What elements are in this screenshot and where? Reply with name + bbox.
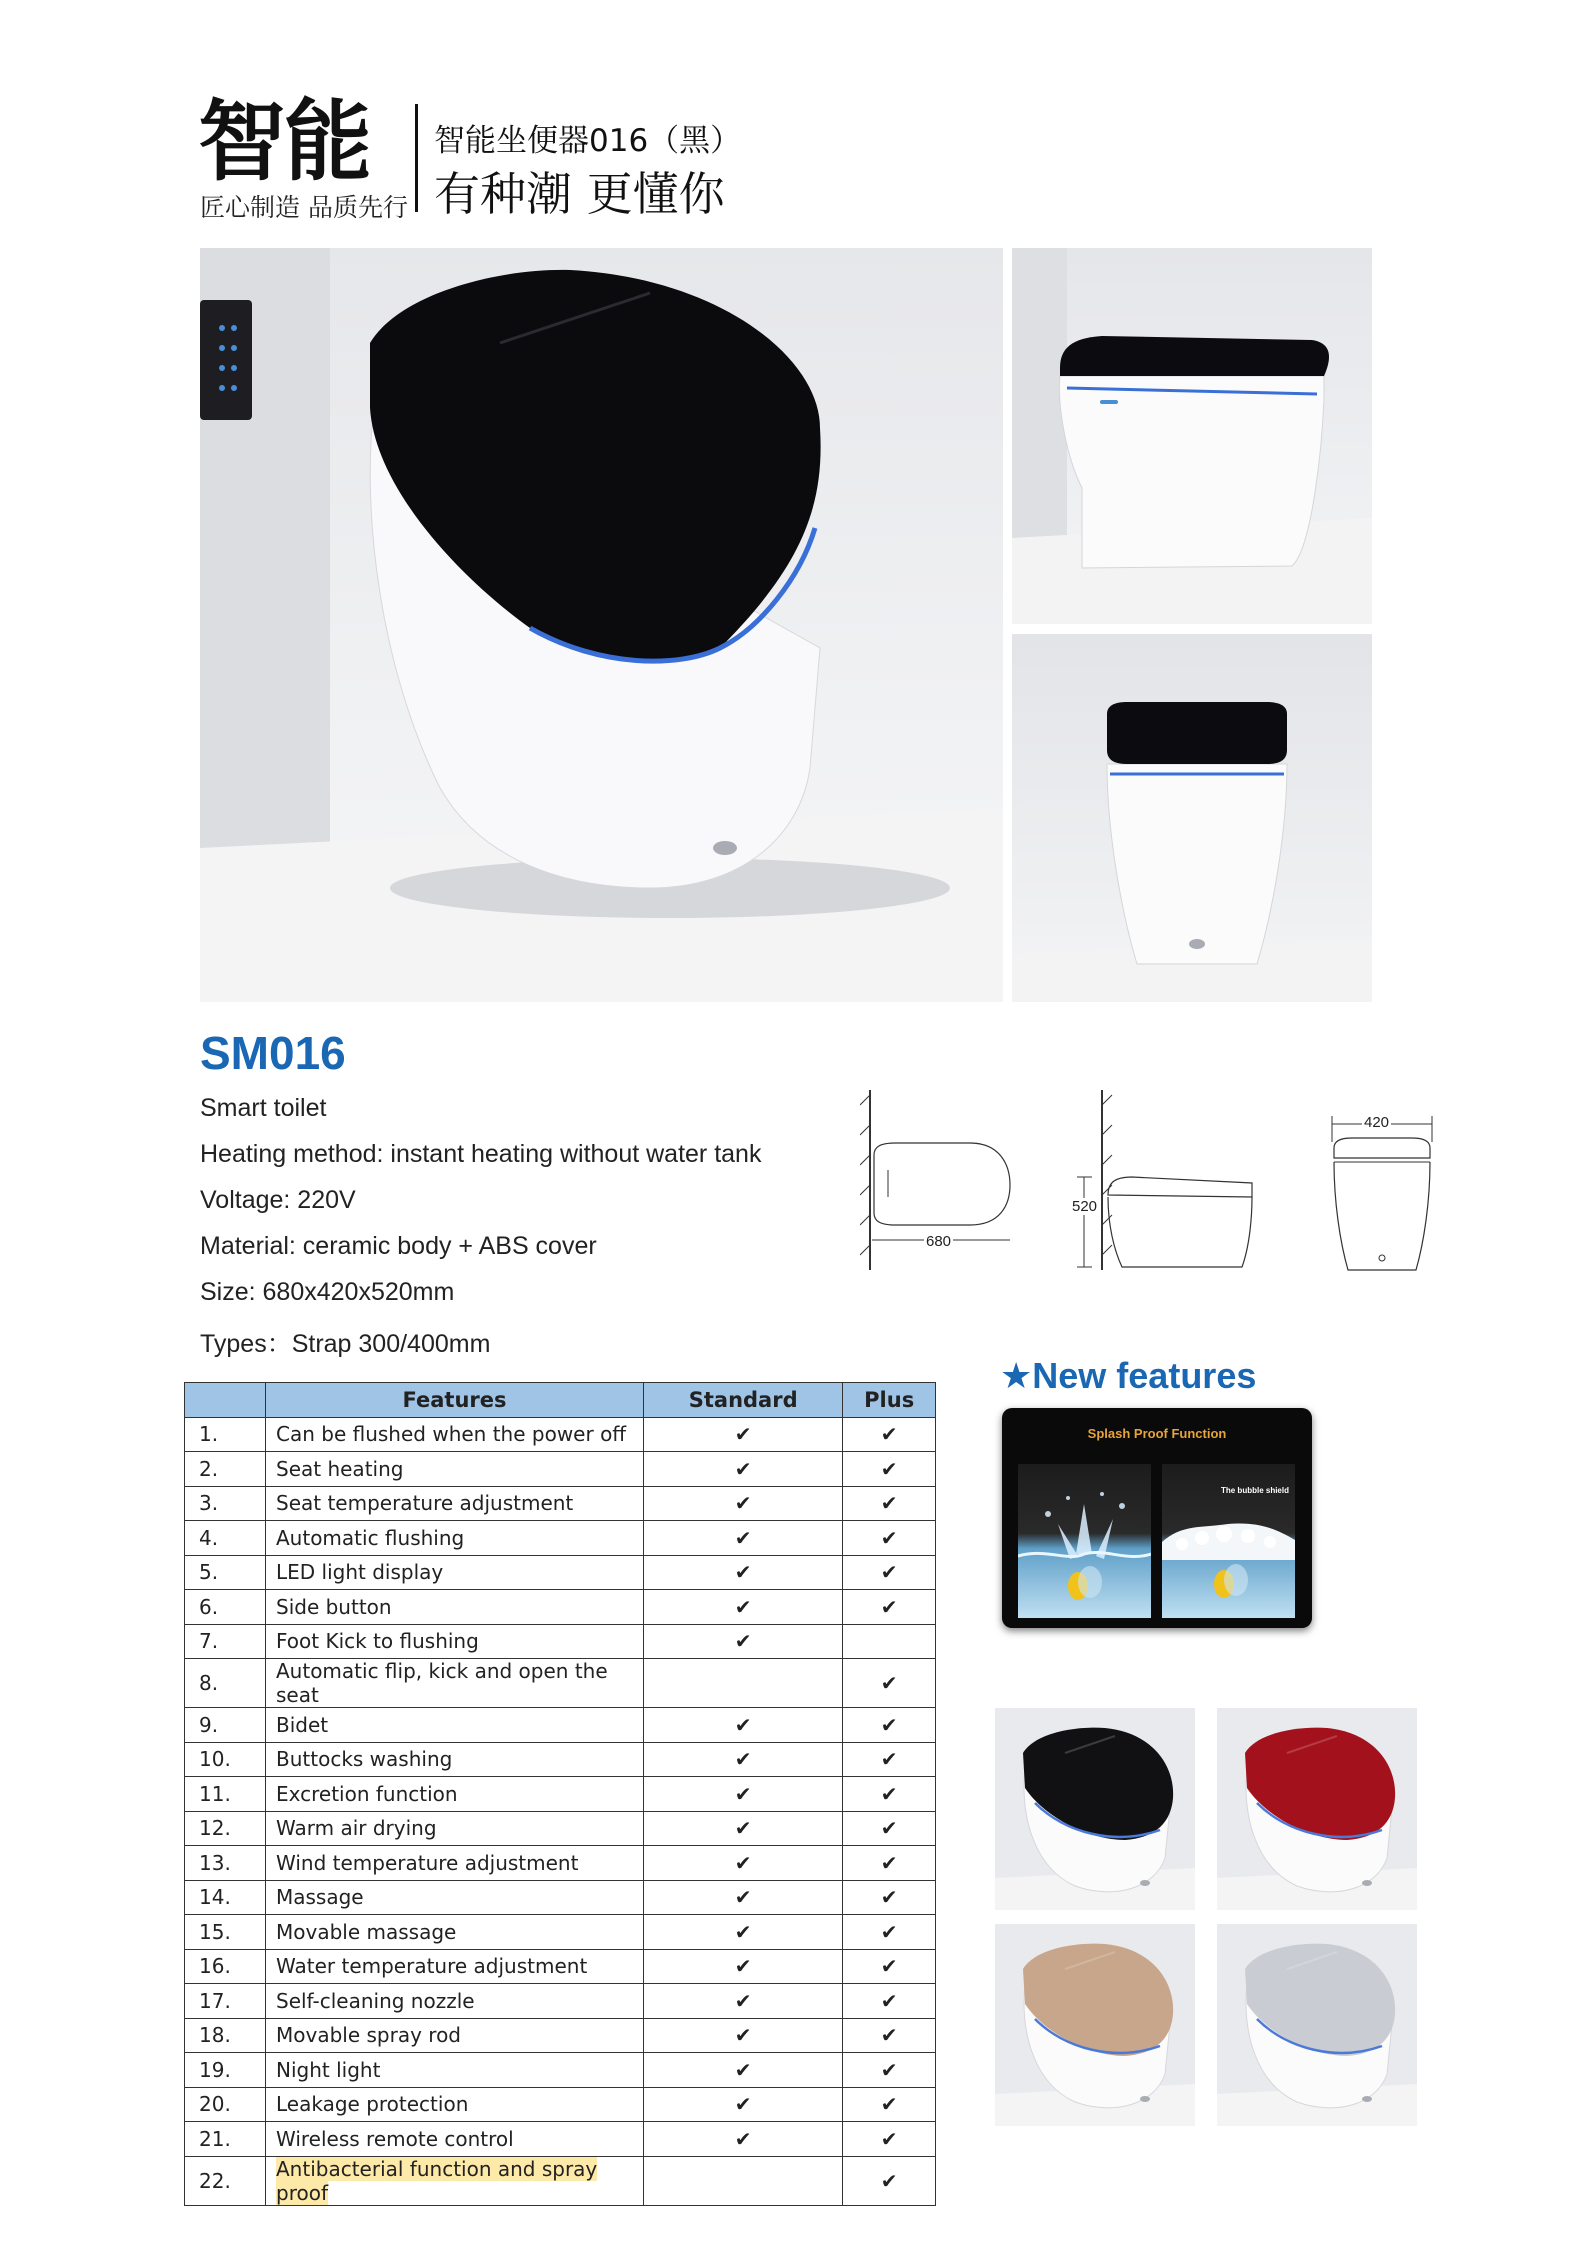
row-number: 4. — [185, 1521, 266, 1556]
table-row — [185, 1452, 936, 1487]
spec-line: Types：Strap 300/400mm — [200, 1330, 491, 1358]
row-feature — [266, 1984, 644, 2019]
spec-line: Smart toilet — [200, 1094, 327, 1122]
check-icon: ✔ — [734, 1525, 752, 1550]
check-icon: ✔ — [880, 1712, 898, 1737]
table-row — [185, 2018, 936, 2053]
row-number: 13. — [185, 1846, 266, 1881]
check-icon: ✔ — [880, 2057, 898, 2082]
check-icon: ✔ — [734, 1816, 752, 1841]
row-feature — [266, 1708, 644, 1743]
plus-cell — [843, 2156, 936, 2205]
table-row — [185, 1811, 936, 1846]
row-feature — [266, 1777, 644, 1812]
feature-label: Can be flushed when the power off — [276, 1422, 627, 1447]
check-icon: ✔ — [734, 1919, 752, 1944]
feature-label: Side button — [276, 1594, 392, 1619]
check-icon: ✔ — [880, 1988, 898, 2013]
splash-proof-title: Splash Proof Function — [1087, 1426, 1227, 1441]
check-icon: ✔ — [880, 2023, 898, 2048]
plus-cell — [843, 1742, 936, 1777]
plus-cell — [843, 1452, 936, 1487]
row-number: 20. — [185, 2087, 266, 2122]
row-feature — [266, 1521, 644, 1556]
table-row — [185, 1590, 936, 1625]
check-icon: ✔ — [880, 1560, 898, 1585]
row-number: 3. — [185, 1486, 266, 1521]
side-view-photo — [1012, 248, 1372, 624]
plus-cell — [843, 1624, 936, 1659]
check-icon: ✔ — [880, 2126, 898, 2151]
feature-label: Automatic flushing — [276, 1525, 465, 1550]
feature-label: Movable spray rod — [276, 2023, 461, 2048]
standard-cell — [644, 1880, 843, 1915]
row-number: 11. — [185, 1777, 266, 1812]
brand-slogan: 匠心制造 品质先行 — [200, 193, 408, 222]
check-icon: ✔ — [734, 2023, 752, 2048]
row-feature — [266, 1846, 644, 1881]
plus-cell — [843, 1521, 936, 1556]
standard-cell — [644, 1590, 843, 1625]
feature-label: Water temperature adjustment — [276, 1954, 588, 1979]
feature-label: Excretion function — [276, 1781, 458, 1806]
features-table — [184, 1382, 936, 2206]
check-icon: ✔ — [880, 1456, 898, 1481]
standard-cell — [644, 1486, 843, 1521]
plus-cell — [843, 1708, 936, 1743]
check-icon: ✔ — [880, 2092, 898, 2117]
standard-cell — [644, 1555, 843, 1590]
check-icon: ✔ — [880, 1422, 898, 1447]
check-icon: ✔ — [734, 1988, 752, 2013]
check-icon: ✔ — [880, 1525, 898, 1550]
variant-silver-photo — [1217, 1924, 1417, 2126]
variant-champagne-photo — [995, 1924, 1195, 2126]
standard-cell — [644, 2018, 843, 2053]
row-feature — [266, 1742, 644, 1777]
feature-label: Buttocks washing — [276, 1747, 453, 1772]
plus-cell — [843, 1949, 936, 1984]
row-feature — [266, 1417, 644, 1452]
plus-cell — [843, 2122, 936, 2157]
feature-label: Self-cleaning nozzle — [276, 1988, 475, 2013]
standard-cell — [644, 1846, 843, 1881]
feature-label: Night light — [276, 2057, 381, 2082]
table-row — [185, 2156, 936, 2205]
row-feature — [266, 1555, 644, 1590]
check-icon: ✔ — [880, 1919, 898, 1944]
check-icon: ✔ — [880, 1816, 898, 1841]
table-row — [185, 1555, 936, 1590]
row-feature — [266, 1659, 644, 1708]
plus-cell — [843, 1811, 936, 1846]
feature-label: Foot Kick to flushing — [276, 1629, 479, 1654]
check-icon: ✔ — [880, 1671, 898, 1695]
check-icon: ✔ — [880, 1885, 898, 1910]
check-icon: ✔ — [880, 1491, 898, 1516]
feature-label: LED light display — [276, 1560, 444, 1585]
plus-cell — [843, 2053, 936, 2088]
plus-cell — [843, 1915, 936, 1950]
table-header-plus: Plus — [843, 1383, 936, 1418]
row-feature — [266, 2087, 644, 2122]
feature-label: Automatic flip, kick and open the seat — [276, 1659, 608, 1707]
splash-proof-card — [1002, 1408, 1312, 1628]
row-number: 22. — [185, 2156, 266, 2205]
spec-line: Heating method: instant heating without water tank — [200, 1140, 762, 1168]
row-number: 5. — [185, 1555, 266, 1590]
table-row — [185, 1486, 936, 1521]
table-row — [185, 1846, 936, 1881]
check-icon: ✔ — [734, 1456, 752, 1481]
table-row — [185, 1984, 936, 2019]
header-divider — [415, 104, 418, 212]
table-row — [185, 1949, 936, 1984]
splash-panel-right — [1162, 1464, 1295, 1618]
check-icon: ✔ — [734, 1747, 752, 1772]
model-number: SM016 — [200, 1027, 346, 1079]
row-number: 6. — [185, 1590, 266, 1625]
plus-cell — [843, 1984, 936, 2019]
feature-label: Bidet — [276, 1712, 329, 1737]
spec-line: Size: 680x420x520mm — [200, 1278, 455, 1306]
row-feature — [266, 1949, 644, 1984]
row-number: 18. — [185, 2018, 266, 2053]
row-number: 15. — [185, 1915, 266, 1950]
standard-cell — [644, 1708, 843, 1743]
row-number: 14. — [185, 1880, 266, 1915]
tagline: 有种潮 更懂你 — [434, 167, 725, 221]
row-feature — [266, 1452, 644, 1487]
width-dimension: 420 — [1364, 1114, 1390, 1131]
spec-line: Voltage: 220V — [200, 1186, 356, 1214]
feature-label: Warm air drying — [276, 1816, 437, 1841]
table-row — [185, 1521, 936, 1556]
standard-cell — [644, 2053, 843, 2088]
row-number: 19. — [185, 2053, 266, 2088]
main-product-photo — [200, 248, 1003, 1002]
check-icon: ✔ — [734, 2126, 752, 2151]
table-row — [185, 1915, 936, 1950]
row-feature — [266, 2053, 644, 2088]
check-icon: ✔ — [880, 1850, 898, 1875]
table-row — [185, 1742, 936, 1777]
plus-cell — [843, 2018, 936, 2053]
feature-label: Movable massage — [276, 1919, 457, 1944]
variant-black-photo — [995, 1708, 1195, 1910]
check-icon: ✔ — [880, 1781, 898, 1806]
table-header-row — [185, 1383, 936, 1418]
plus-cell — [843, 1777, 936, 1812]
row-feature — [266, 1811, 644, 1846]
row-feature — [266, 1880, 644, 1915]
standard-cell — [644, 1624, 843, 1659]
check-icon: ✔ — [880, 1747, 898, 1772]
row-feature — [266, 1915, 644, 1950]
row-feature — [266, 2018, 644, 2053]
feature-label: Antibacterial function and spray proof — [276, 2156, 598, 2205]
check-icon: ✔ — [734, 1491, 752, 1516]
table-row — [185, 1880, 936, 1915]
row-number: 9. — [185, 1708, 266, 1743]
plus-cell — [843, 1590, 936, 1625]
top-view-drawing — [860, 1085, 1020, 1275]
plus-cell — [843, 2087, 936, 2122]
table-row — [185, 1777, 936, 1812]
table-header-number — [185, 1383, 266, 1418]
plus-cell — [843, 1486, 936, 1521]
check-icon: ✔ — [734, 1885, 752, 1910]
check-icon: ✔ — [734, 1629, 752, 1654]
plus-cell — [843, 1659, 936, 1708]
standard-cell — [644, 1452, 843, 1487]
standard-cell — [644, 2087, 843, 2122]
standard-cell — [644, 2122, 843, 2157]
front-view-drawing — [1322, 1112, 1442, 1277]
check-icon: ✔ — [734, 1781, 752, 1806]
height-dimension: 520 — [1072, 1198, 1098, 1215]
row-number: 16. — [185, 1949, 266, 1984]
standard-cell — [644, 2156, 843, 2205]
table-row — [185, 2122, 936, 2157]
feature-label: Seat heating — [276, 1456, 404, 1481]
check-icon: ✔ — [734, 1850, 752, 1875]
standard-cell — [644, 1521, 843, 1556]
plus-cell — [843, 1555, 936, 1590]
feature-label: Leakage protection — [276, 2092, 469, 2117]
standard-cell — [644, 1984, 843, 2019]
standard-cell — [644, 1777, 843, 1812]
splash-panel-left — [1018, 1464, 1151, 1618]
plus-cell — [843, 1417, 936, 1452]
feature-label: Seat temperature adjustment — [276, 1491, 574, 1516]
standard-cell — [644, 1811, 843, 1846]
standard-cell — [644, 1659, 843, 1708]
table-header-standard: Standard — [644, 1383, 843, 1418]
standard-cell — [644, 1417, 843, 1452]
row-number: 21. — [185, 2122, 266, 2157]
row-feature — [266, 1590, 644, 1625]
feature-label: Massage — [276, 1885, 364, 1910]
row-number: 17. — [185, 1984, 266, 2019]
check-icon: ✔ — [734, 2092, 752, 2117]
check-icon: ✔ — [734, 1422, 752, 1447]
check-icon: ✔ — [734, 1594, 752, 1619]
plus-cell — [843, 1846, 936, 1881]
standard-cell — [644, 1949, 843, 1984]
row-feature — [266, 1486, 644, 1521]
check-icon: ✔ — [734, 1712, 752, 1737]
row-feature — [266, 2156, 644, 2205]
spec-line: Material: ceramic body + ABS cover — [200, 1232, 597, 1260]
row-number: 1. — [185, 1417, 266, 1452]
row-number: 8. — [185, 1659, 266, 1708]
check-icon: ✔ — [734, 1560, 752, 1585]
plus-cell — [843, 1880, 936, 1915]
check-icon: ✔ — [880, 2168, 898, 2193]
front-view-photo — [1012, 634, 1372, 1002]
side-view-drawing — [1072, 1085, 1262, 1275]
table-header-features: Features — [266, 1383, 644, 1418]
variant-red-photo — [1217, 1708, 1417, 1910]
check-icon: ✔ — [880, 1594, 898, 1619]
check-icon: ✔ — [880, 1954, 898, 1979]
table-row — [185, 1417, 936, 1452]
standard-cell — [644, 1915, 843, 1950]
feature-label: Wireless remote control — [276, 2126, 514, 2151]
length-dimension: 680 — [926, 1233, 952, 1250]
new-features-title: ★New features — [1000, 1355, 1257, 1396]
standard-cell — [644, 1742, 843, 1777]
row-number: 7. — [185, 1624, 266, 1659]
row-feature — [266, 1624, 644, 1659]
table-row — [185, 2053, 936, 2088]
table-row — [185, 1708, 936, 1743]
feature-label: Wind temperature adjustment — [276, 1850, 579, 1875]
check-icon: ✔ — [734, 2057, 752, 2082]
row-feature — [266, 2122, 644, 2157]
check-icon: ✔ — [734, 1954, 752, 1979]
table-row — [185, 1659, 936, 1708]
row-number: 10. — [185, 1742, 266, 1777]
product-line-title: 智能坐便器016（黑） — [434, 123, 742, 159]
row-number: 12. — [185, 1811, 266, 1846]
row-number: 2. — [185, 1452, 266, 1487]
table-row — [185, 2087, 936, 2122]
brand-title: 智能 — [198, 90, 371, 193]
bubble-shield-label: The bubble shield — [1220, 1486, 1289, 1495]
table-row — [185, 1624, 936, 1659]
